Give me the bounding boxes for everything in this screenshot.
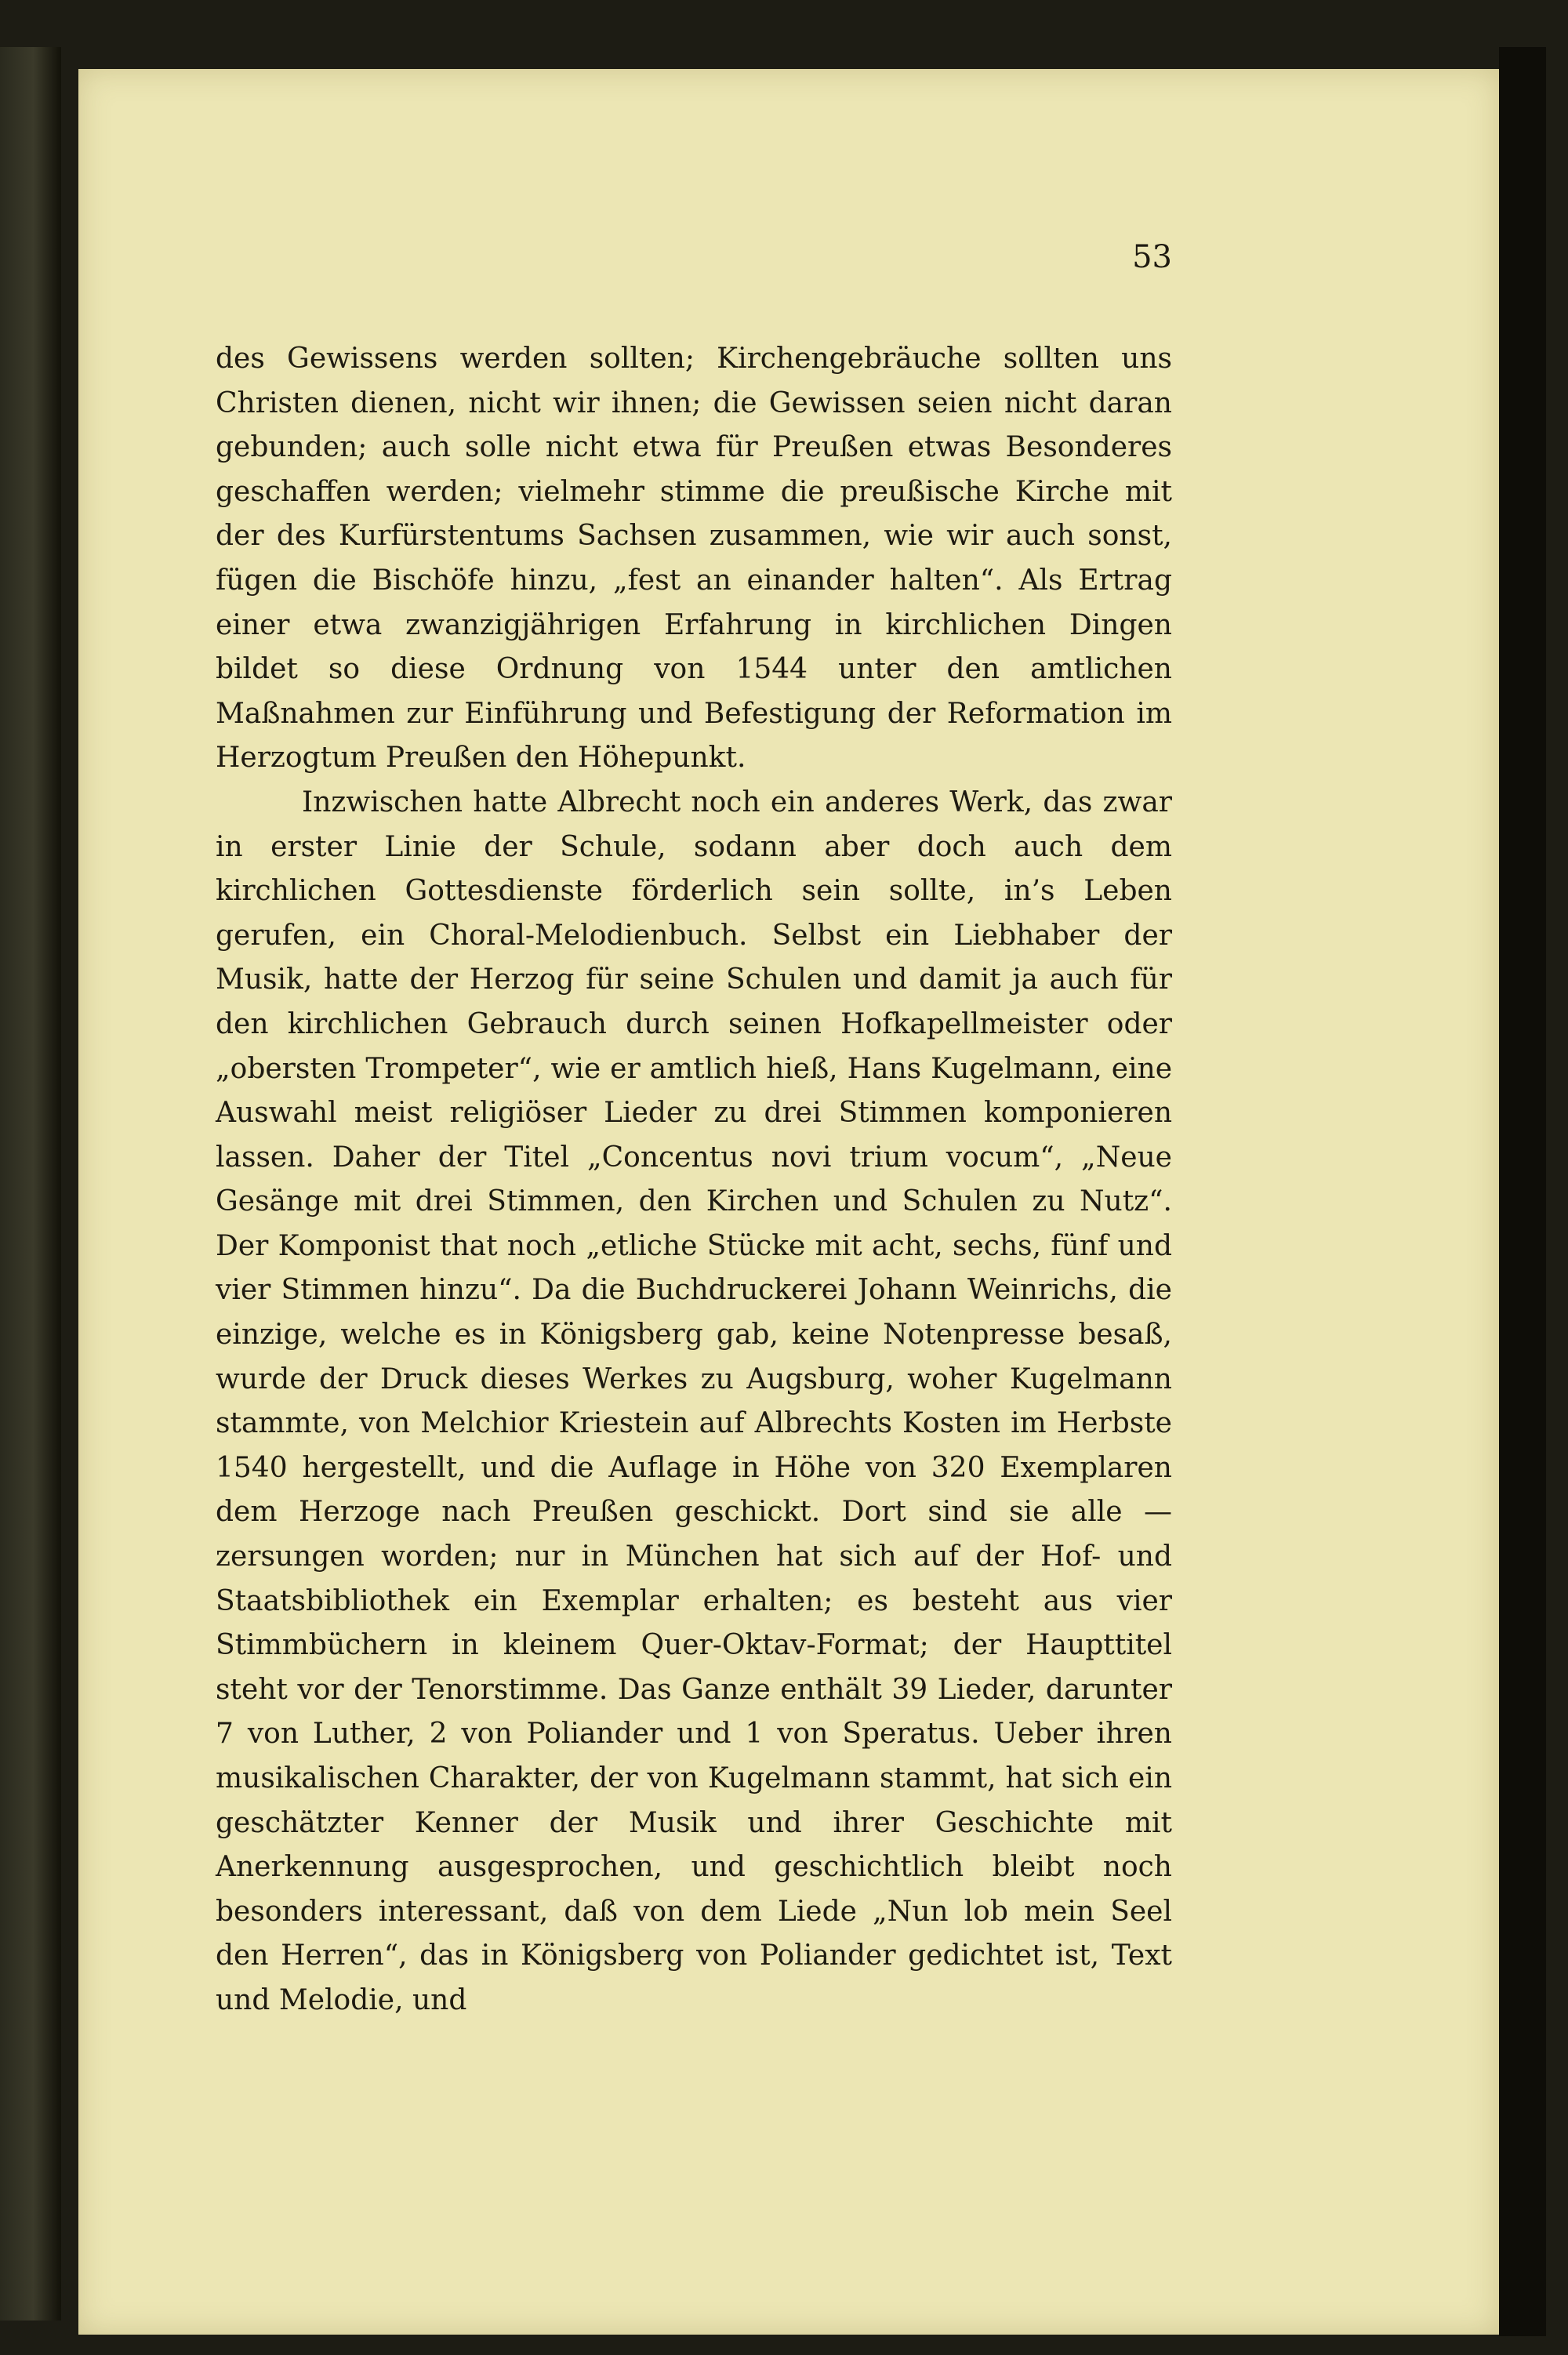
paragraph-continuation: des Gewissens werden sollten; Kirchengebräuche sollten uns Christen dienen, nicht wir ihnen; die Gewissen seien nicht daran gebunden; auch solle nicht etwa für Preußen etwas Besonderes geschaffen werden; vielmehr stimme die preußische Kirche mit der des Kurfürstentums Sachsen zusammen, wie wir auch sonst, fügen die Bischöfe hinzu, „fest an einander halten“. Als Ertrag einer etwa zwanzigjährigen Erfahrung in kirchlichen Dingen bildet so diese Ordnung von 1544 unter den amtlichen Maßnahmen zur Einführung und Befestigung der Reformation im Herzogtum Preußen den Höhepunkt. [216,343,1172,775]
book-cover-edge [1499,47,1546,2336]
book-spine-edge [0,47,61,2321]
body-text [216,337,1172,2023]
paragraph-chorale-book: Inzwischen hatte Albrecht noch ein anderes Werk, das zwar in erster Linie der Schule, sodann aber doch auch dem kirchlichen Gottesdienste förderlich sein sollte, in’s Leben gerufen, ein Choral-Melodienbuch. Selbst ein Liebhaber der Musik, hatte der Herzog für seine Schulen und damit ja auch für den kirchlichen Gebrauch durch seinen Hofkapellmeister oder „obersten Trompeter“, wie er amtlich hieß, Hans Kugelmann, eine Auswahl meist religiöser Lieder zu drei Stimmen komponieren lassen. Daher der Titel „Concentus novi trium vocum“, „Neue Gesänge mit drei Stimmen, den Kirchen und Schulen zu Nutz“. Der Komponist that noch „etliche Stücke mit acht, sechs, fünf und vier Stimmen hinzu“. Da die Buchdruckerei Johann Weinrichs, die einzige, welche es in Königsberg gab, keine Notenpresse besaß, wurde der Druck dieses Werkes zu Augsburg, woher Kugelmann stammte, von Melchior Kriestein auf Albrechts Kosten im Herbste 1540 hergestellt, und die Auflage in Höhe von 320 Exemplaren dem Herzoge nach Preußen geschickt. Dort sind sie alle — zersungen worden; nur in München hat sich auf der Hof- und Staatsbibliothek ein Exemplar erhalten; es besteht aus vier Stimmbüchern in kleinem Quer-Oktav-Format; der Haupttitel steht vor der Tenorstimme. Das Ganze enthält 39 Lieder, darunter 7 von Luther, 2 von Poliander und 1 von Speratus. Ueber ihren musikalischen Charakter, der von Kugelmann stammt, hat sich ein geschätzter Kenner der Musik und ihrer Geschichte mit Anerkennung ausgesprochen, und geschichtlich bleibt noch besonders interessant, daß von dem Liede „Nun lob mein Seel den Herren“, das in Königsberg von Poliander gedichtet ist, Text und Melodie, und [216,786,1172,2016]
page-number: 53 [1132,239,1172,275]
